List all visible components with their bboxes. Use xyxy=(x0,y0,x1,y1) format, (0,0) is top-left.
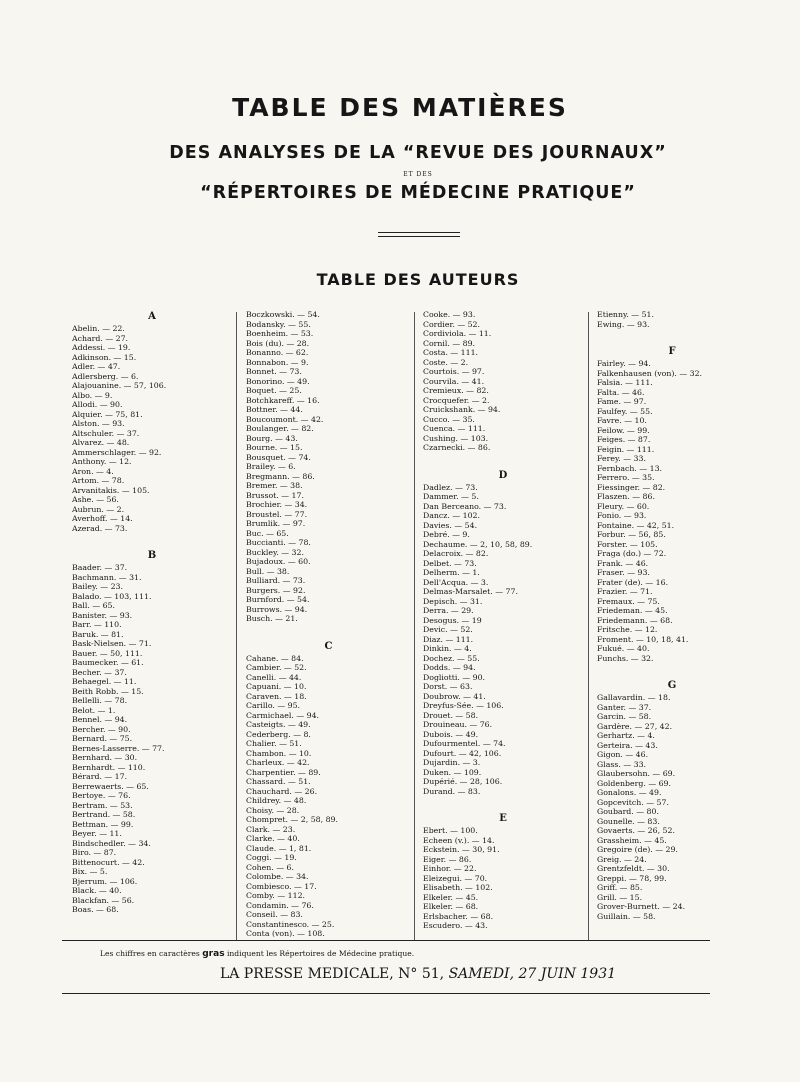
author-entry: Bottner. — 44. xyxy=(246,405,303,414)
author-entry: Bernard. — 75. xyxy=(72,734,133,743)
author-entry: Cornil. — 89. xyxy=(423,338,476,348)
author-entry: Baader. — 37. xyxy=(72,563,128,572)
author-entry: Bellelli. — 78. xyxy=(72,696,128,705)
author-entry: Bonnet. — 73. xyxy=(246,367,302,376)
author-entry: Fernbach. — 13. xyxy=(597,463,663,473)
author-entry: Boas. — 68. xyxy=(72,905,119,914)
author-entry: Arvanitakis. — 105. xyxy=(72,485,150,495)
author-entry: Alquier. — 75, 81. xyxy=(72,409,143,419)
author-entry: Courtois. — 97. xyxy=(423,367,485,376)
author-entry: Charpentier. — 89. xyxy=(246,767,321,777)
author-entry: Forster. — 105. xyxy=(597,539,658,549)
author-entry: Bull. — 38. xyxy=(246,566,290,576)
title-divider-bottom xyxy=(378,236,460,237)
author-entry: Escudero. — 43. xyxy=(423,921,488,930)
author-entry: Bonanno. — 62. xyxy=(246,348,309,357)
page-title: TABLE DES MATIÈRES xyxy=(232,93,568,122)
letter-heading: A xyxy=(148,311,156,322)
author-entry: Cordiviola. — 11. xyxy=(423,329,492,338)
author-entry: Elisabeth. — 102. xyxy=(423,883,493,892)
author-entry: Dorst. — 63. xyxy=(423,682,473,691)
author-entry: Costa. — 111. xyxy=(423,348,479,357)
author-entry: Brumlik. — 97. xyxy=(246,519,306,528)
author-entry: Dubois. — 49. xyxy=(423,729,479,739)
author-entry: Feigin. — 111. xyxy=(597,444,655,454)
author-entry: Durand. — 83. xyxy=(423,786,481,796)
author-entry: Allodi. — 90. xyxy=(72,400,123,409)
author-entry: Blackfan. — 56. xyxy=(72,895,135,905)
author-entry: Cederberg. — 8. xyxy=(246,729,311,739)
author-entry: Bercher. — 90. xyxy=(72,724,131,734)
author-entry: Erlsbacher. — 68. xyxy=(423,911,494,921)
author-entry: Goubard. — 80. xyxy=(597,807,659,816)
letter-heading: F xyxy=(668,346,676,357)
author-entry: Bernes-Lasserre. — 77. xyxy=(72,743,165,753)
author-entry: Falsia. — 111. xyxy=(597,378,653,387)
author-entry: Claude. — 1, 81. xyxy=(246,843,312,853)
section-gap xyxy=(423,453,583,469)
author-entry: Feilow. — 99. xyxy=(597,425,650,435)
author-entry: Belot. — 1. xyxy=(72,705,116,715)
page-subtitle-2: “RÉPERTOIRES DE MÉDECINE PRATIQUE” xyxy=(200,183,636,203)
author-column-4 xyxy=(597,310,747,921)
author-entry: Guillain. — 58. xyxy=(597,911,656,921)
author-entry: Fonio. — 93. xyxy=(597,511,647,520)
author-entry: Glass. — 33. xyxy=(597,759,647,769)
author-entry: Ferrero. — 35. xyxy=(597,473,655,482)
author-entry: Faulfey. — 55. xyxy=(597,406,653,416)
author-entry: Adkinson. — 15. xyxy=(72,352,137,362)
author-entry: Frater (de). — 16. xyxy=(597,577,669,587)
author-entry: Achard. — 27. xyxy=(72,333,129,343)
author-entry: Colombe. — 34. xyxy=(246,872,309,881)
author-entry: Boucoumont. — 42. xyxy=(246,414,324,424)
author-entry: Bjerrum. — 106. xyxy=(72,876,138,886)
section-title: TABLE DES AUTEURS xyxy=(316,270,520,289)
author-entry: Brochier. — 34. xyxy=(246,500,308,509)
author-entry: Dadlez. — 73. xyxy=(423,482,478,492)
author-entry: Gigon. — 46. xyxy=(597,750,649,759)
author-entry: Brussot. — 17. xyxy=(246,490,304,500)
author-column-2 xyxy=(246,310,411,939)
author-entry: Ebert. — 100. xyxy=(423,826,478,835)
author-entry: Fremaux. — 75. xyxy=(597,596,660,606)
author-entry: Black. — 40. xyxy=(72,886,122,895)
author-entry: Froment. — 10, 18, 41. xyxy=(597,634,689,644)
footer-date: SAMEDI, 27 JUIN 1931 xyxy=(448,966,617,982)
author-entry: Drouet. — 58. xyxy=(423,710,479,720)
author-entry: Alajouanine. — 57, 106. xyxy=(72,381,167,390)
author-entry: Conseil. — 83. xyxy=(246,910,303,919)
author-entry: Dufourmentel. — 74. xyxy=(423,739,506,748)
author-entry: Goldenberg. — 69. xyxy=(597,778,671,788)
author-entry: Fairley. — 94. xyxy=(597,359,651,368)
author-entry: Canelli. — 44. xyxy=(246,672,302,682)
author-entry: Griff. — 85. xyxy=(597,883,643,892)
author-entry: Gallavardin. — 18. xyxy=(597,693,671,702)
author-entry: Fraser. — 93. xyxy=(597,568,650,577)
author-entry: Bremer. — 38. xyxy=(246,481,303,490)
author-entry: Ganter. — 37. xyxy=(597,702,652,712)
author-entry: Etienny. — 51. xyxy=(597,310,654,319)
author-entry: Crocquefer. — 2. xyxy=(423,395,490,405)
footnote-prefix: Les chiffres en caractères xyxy=(100,949,200,958)
author-entry: Gounelle. — 83. xyxy=(597,816,660,826)
author-entry: Gonalons. — 49. xyxy=(597,788,662,797)
section-gap xyxy=(597,329,747,345)
author-entry: Ewing. — 93. xyxy=(597,319,650,329)
author-entry: Clark. — 23. xyxy=(246,824,296,834)
author-entry: Dodds. — 94. xyxy=(423,663,476,672)
author-entry: Flaszen. — 86. xyxy=(597,492,655,501)
subtitle-conjunction: ET DES xyxy=(403,171,433,178)
author-entry: Cucco. — 35. xyxy=(423,414,475,424)
author-entry: Bourg. — 43. xyxy=(246,433,298,443)
author-entry: Beith Robb. — 15. xyxy=(72,686,144,696)
author-entry: Chambon. — 10. xyxy=(246,748,312,758)
author-entry: Govaerts. — 26, 52. xyxy=(597,826,675,835)
author-entry: Cruickshank. — 94. xyxy=(423,405,501,414)
footer-rule-top xyxy=(62,940,710,941)
author-entry: Desogus. — 19 xyxy=(423,615,482,625)
author-entry: Cordier. — 52. xyxy=(423,319,480,329)
author-entry: Bernhardt. — 110. xyxy=(72,762,146,772)
author-entry: Frazier. — 71. xyxy=(597,587,653,596)
author-entry: Condamin. — 76. xyxy=(246,900,314,910)
author-entry: Grover-Burnett. — 24. xyxy=(597,902,686,911)
author-entry: Artom. — 78. xyxy=(72,476,125,485)
footer-rule-bottom xyxy=(62,993,710,994)
author-entry: Botchkareff. — 16. xyxy=(246,395,320,405)
page-subtitle: DES ANALYSES DE LA “REVUE DES JOURNAUX” xyxy=(169,143,667,163)
author-entry: Boczkowski. — 54. xyxy=(246,310,320,319)
author-entry: Glaubersohn. — 69. xyxy=(597,769,676,778)
author-entry: Gopcevitch. — 57. xyxy=(597,797,669,807)
author-entry: Cambier. — 52. xyxy=(246,663,307,672)
author-entry: Forbur. — 56, 85. xyxy=(597,530,666,539)
author-entry: Bennel. — 94. xyxy=(72,715,128,724)
author-entry: Busch. — 21. xyxy=(246,614,298,623)
author-entry: Cahane. — 84. xyxy=(246,653,304,663)
author-entry: Bix. — 5. xyxy=(72,867,108,876)
author-entry: Greppi. — 78, 99. xyxy=(597,873,667,883)
author-entry: Grentzfeldt. — 30. xyxy=(597,864,670,873)
author-entry: Dan Berceano. — 73. xyxy=(423,501,507,511)
author-entry: Fontaine. — 42, 51. xyxy=(597,520,675,530)
author-entry: Doubrow. — 41. xyxy=(423,691,486,701)
author-entry: Adlersberg. — 6. xyxy=(72,371,139,381)
author-entry: Chompret. — 2, 58, 89. xyxy=(246,815,338,824)
author-entry: Fiessinger. — 82. xyxy=(597,482,666,492)
author-entry: Cuenca. — 111. xyxy=(423,424,486,433)
author-entry: Ashe. — 56. xyxy=(72,495,119,504)
author-entry: Bérard. — 17. xyxy=(72,772,128,781)
letter-heading: G xyxy=(667,680,677,691)
author-entry: Favre. — 10. xyxy=(597,416,647,425)
author-entry: Boulanger. — 82. xyxy=(246,424,314,433)
author-entry: Alston. — 93. xyxy=(72,419,125,428)
author-entry: Choisy. — 28. xyxy=(246,805,300,815)
author-entry: Caraven. — 18. xyxy=(246,691,307,701)
author-entry: Dochez. — 55. xyxy=(423,653,480,663)
author-entry: Albo. — 9. xyxy=(72,390,113,400)
author-entry: Dancz. — 102. xyxy=(423,511,480,520)
author-entry: Combiesco. — 17. xyxy=(246,881,317,891)
author-entry: Fame. — 97. xyxy=(597,397,647,406)
author-entry: Derra. — 29. xyxy=(423,606,474,615)
author-entry: Becher. — 37. xyxy=(72,667,127,677)
author-entry: Elkeler. — 45. xyxy=(423,892,479,902)
author-entry: Balado. — 103, 111. xyxy=(72,591,152,601)
author-entry: Clarke. — 40. xyxy=(246,834,300,843)
author-entry: Elkeler. — 68. xyxy=(423,902,479,911)
section-gap xyxy=(597,663,747,679)
author-entry: Bertoye. — 76. xyxy=(72,791,131,800)
author-entry: Fukué. — 40. xyxy=(597,644,650,653)
author-entry: Bettman. — 99. xyxy=(72,819,134,829)
author-entry: Diaz. — 111. xyxy=(423,634,474,644)
author-entry: Dreyfus-Sée. — 106. xyxy=(423,701,504,710)
column-divider xyxy=(414,312,415,940)
author-entry: Childrey. — 48. xyxy=(246,796,307,805)
author-entry: Bregmann. — 86. xyxy=(246,471,315,481)
footer xyxy=(0,966,800,982)
author-entry: Bourne. — 15. xyxy=(246,443,303,452)
author-entry: Fleury. — 60. xyxy=(597,501,650,511)
footnote-suffix: indiquent les Répertoires de Médecine pratique. xyxy=(226,949,415,958)
author-entry: Azerad. — 73. xyxy=(72,523,128,533)
author-entry: Czarnecki. — 86. xyxy=(423,443,491,452)
author-entry: Broustel. — 77. xyxy=(246,509,308,519)
author-entry: Buccianti. — 78. xyxy=(246,538,311,547)
author-entry: Bulliard. — 73. xyxy=(246,576,306,585)
author-entry: Dupérié. — 28, 106. xyxy=(423,777,503,786)
author-entry: Dinkin. — 4. xyxy=(423,644,472,653)
author-entry: Altschuler. — 37. xyxy=(72,428,140,438)
author-entry: Alvarez. — 48. xyxy=(72,438,130,447)
author-entry: Cushing. — 103. xyxy=(423,433,489,443)
author-entry: Addessi. — 19. xyxy=(72,343,131,352)
author-entry: Duken. — 109. xyxy=(423,767,482,777)
author-entry: Biro. — 87. xyxy=(72,848,117,857)
footer-publication: LA PRESSE MEDICALE, N° 51, xyxy=(219,966,445,982)
author-entry: Chalier. — 51. xyxy=(246,739,302,748)
author-entry: Buckley. — 32. xyxy=(246,547,304,557)
author-column-3 xyxy=(423,310,583,931)
author-entry: Burrows. — 94. xyxy=(246,604,308,614)
author-entry: Fritsche. — 12. xyxy=(597,625,658,634)
author-entry: Bonnabon. — 9. xyxy=(246,357,309,367)
author-entry: Bernhard. — 30. xyxy=(72,753,138,762)
author-entry: Behaegel. — 11. xyxy=(72,677,137,686)
author-entry: Bodansky. — 55. xyxy=(246,319,311,329)
author-entry: Banister. — 93. xyxy=(72,610,133,620)
author-entry: Bois (du). — 28. xyxy=(246,338,310,348)
author-entry: Charleux. — 42. xyxy=(246,758,310,767)
author-entry: Funchs. — 32. xyxy=(597,653,654,663)
author-entry: Dujardin. — 3. xyxy=(423,758,481,767)
author-entry: Frank. — 46. xyxy=(597,558,649,568)
author-entry: Carmichael. — 94. xyxy=(246,710,320,720)
author-entry: Courvila. — 41. xyxy=(423,376,485,386)
author-entry: Ferey. — 33. xyxy=(597,454,646,463)
author-entry: Friedemann. — 68. xyxy=(597,615,673,625)
section-gap xyxy=(246,624,411,640)
author-entry: Baruk. — 81. xyxy=(72,629,124,639)
author-entry: Delbet. — 73. xyxy=(423,558,477,568)
author-entry: Boenheim. — 53. xyxy=(246,329,314,338)
author-entry: Bachmann. — 31. xyxy=(72,572,142,582)
author-entry: Gerhartz. — 4. xyxy=(597,731,655,740)
author-entry: Einhor. — 22. xyxy=(423,864,477,873)
author-entry: Comby. — 112. xyxy=(246,891,306,900)
author-entry: Coste. — 2. xyxy=(423,357,469,367)
letter-heading: B xyxy=(147,550,157,561)
author-entry: Capuani. — 10. xyxy=(246,682,307,691)
author-entry: Aubrun. — 2. xyxy=(72,504,125,514)
author-entry: Eleizegui. — 70. xyxy=(423,873,488,883)
author-entry: Grassheim. — 45. xyxy=(597,835,667,845)
author-entry: Echeen (v.). — 14. xyxy=(423,835,495,845)
author-entry: Delmas-Marsalet. — 77. xyxy=(423,587,518,596)
author-entry: Constantinesco. — 25. xyxy=(246,919,335,929)
author-entry: Brailey. — 6. xyxy=(246,462,296,471)
author-entry: Falta. — 46. xyxy=(597,387,645,397)
letter-heading: C xyxy=(324,640,333,652)
author-entry: Dammer. — 5. xyxy=(423,492,479,501)
author-entry: Bertrand. — 58. xyxy=(72,810,136,819)
author-entry: Gerteira. — 43. xyxy=(597,740,658,750)
author-entry: Fraga (do.) — 72. xyxy=(597,549,667,558)
author-entry: Gregoire (de). — 29. xyxy=(597,845,678,854)
author-entry: Bousquet. — 74. xyxy=(246,452,311,462)
author-entry: Debré. — 9. xyxy=(423,530,470,539)
author-entry: Greig. — 24. xyxy=(597,854,647,864)
author-entry: Chassard. — 51. xyxy=(246,777,311,786)
author-entry: Bailey. — 23. xyxy=(72,582,123,591)
author-entry: Delacroix. — 82. xyxy=(423,549,489,558)
author-entry: Bauer. — 50, 111. xyxy=(72,648,143,658)
author-entry: Abelin. — 22. xyxy=(72,324,125,333)
author-entry: Coggi. — 19. xyxy=(246,853,297,862)
author-entry: Gardère. — 27, 42. xyxy=(597,721,673,731)
author-entry: Aron. — 4. xyxy=(72,466,114,476)
author-entry: Bertram. — 53. xyxy=(72,800,133,810)
author-entry: Friedeman. — 45. xyxy=(597,606,668,615)
author-entry: Eiger. — 86. xyxy=(423,854,472,864)
author-entry: Cooke. — 93. xyxy=(423,310,476,319)
author-entry: Boquet. — 25. xyxy=(246,386,302,395)
author-entry: Grill. — 15. xyxy=(597,892,643,902)
author-entry: Baumecker. — 61. xyxy=(72,658,144,667)
author-entry: Eckstein. — 30, 91. xyxy=(423,845,500,854)
footnote xyxy=(100,949,414,959)
author-entry: Dogliotti. — 90. xyxy=(423,672,486,682)
author-entry: Depisch. — 31. xyxy=(423,596,483,606)
author-entry: Bonorino. — 49. xyxy=(246,376,310,386)
author-entry: Bindschedler. — 34. xyxy=(72,838,151,848)
section-gap xyxy=(423,796,583,812)
author-entry: Dufourt. — 42, 106. xyxy=(423,748,502,758)
author-entry: Delherm. — 1. xyxy=(423,568,480,577)
column-divider xyxy=(236,312,237,940)
title-divider-top xyxy=(378,232,460,233)
author-entry: Bujadoux. — 60. xyxy=(246,557,311,566)
author-entry: Ball. — 65. xyxy=(72,601,115,610)
column-divider xyxy=(588,312,589,940)
author-entry: Devic. — 52. xyxy=(423,625,473,634)
footnote-bold-word: gras xyxy=(202,949,225,959)
author-entry: Burnford. — 54. xyxy=(246,595,310,604)
author-entry: Dechaume. — 2, 10, 58, 89. xyxy=(423,539,533,549)
author-entry: Cremieux. — 82. xyxy=(423,386,489,395)
author-entry: Berrewaerts. — 65. xyxy=(72,781,149,791)
section-gap xyxy=(72,533,232,549)
author-entry: Feiges. — 87. xyxy=(597,435,651,444)
author-entry: Averhoff. — 14. xyxy=(72,514,133,523)
author-entry: Conta (von). — 108. xyxy=(246,929,325,938)
author-entry: Adler. — 47. xyxy=(72,362,121,371)
author-entry: Beyer. — 11. xyxy=(72,829,122,838)
author-entry: Anthony. — 12. xyxy=(72,457,132,466)
author-column-1 xyxy=(72,310,232,915)
author-entry: Ammerschlager. — 92. xyxy=(72,447,162,457)
letter-heading: D xyxy=(498,469,508,481)
author-entry: Bask-Nielsen. — 71. xyxy=(72,639,152,648)
author-entry: Buc. — 65. xyxy=(246,528,289,538)
author-entry: Drouineau. — 76. xyxy=(423,720,493,729)
author-entry: Davies. — 54. xyxy=(423,520,478,530)
author-entry: Dell'Acqua. — 3. xyxy=(423,577,489,587)
author-entry: Garcin. — 58. xyxy=(597,712,652,721)
author-entry: Carillo. — 95. xyxy=(246,701,301,710)
letter-heading: E xyxy=(499,813,507,824)
author-entry: Barr. — 110. xyxy=(72,620,122,629)
author-entry: Casteigts. — 49. xyxy=(246,720,311,729)
author-entry: Chauchard. — 26. xyxy=(246,786,318,796)
author-entry: Bittenocurt. — 42. xyxy=(72,857,145,867)
author-entry: Falkenhausen (von). — 32. xyxy=(597,368,703,378)
author-entry: Cohen. — 6. xyxy=(246,862,294,872)
author-entry: Burgers. — 92. xyxy=(246,585,306,595)
